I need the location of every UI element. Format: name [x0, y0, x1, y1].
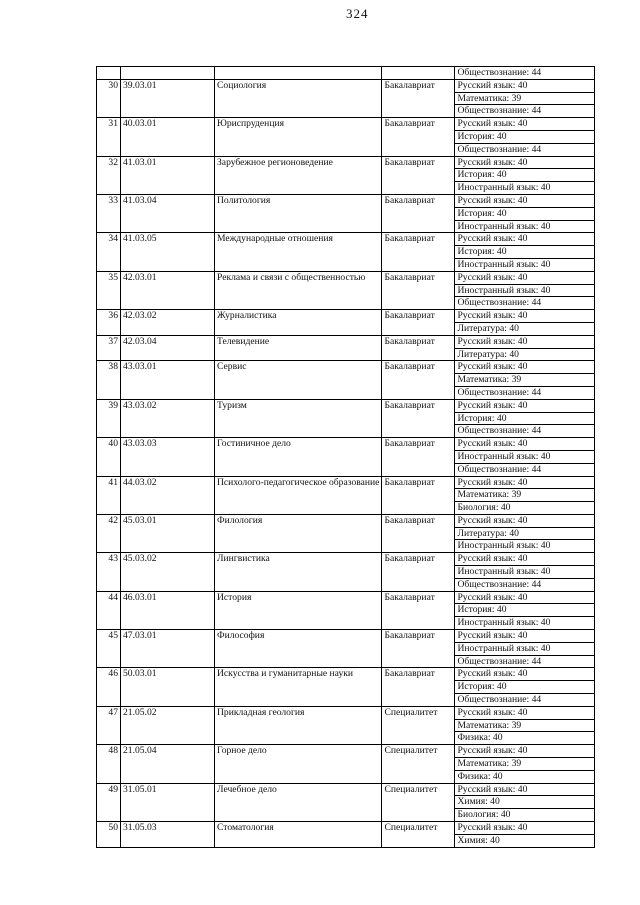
program-name: Стоматология	[215, 822, 382, 848]
exam-subject: Иностранный язык: 40	[455, 258, 595, 271]
education-level: Бакалавриат	[382, 79, 455, 117]
carryover-name-cell	[215, 67, 382, 80]
table-row	[97, 194, 595, 207]
row-number: 32	[97, 156, 121, 194]
program-name: Искусства и гуманитарные науки	[215, 668, 382, 706]
program-code: 39.03.01	[121, 79, 215, 117]
carryover-num-cell	[97, 67, 121, 80]
program-code: 41.03.01	[121, 156, 215, 194]
table-row	[97, 514, 595, 527]
exam-subject: История: 40	[455, 246, 595, 259]
program-name: Прикладная геология	[215, 706, 382, 744]
row-number: 47	[97, 706, 121, 744]
table-row	[97, 335, 595, 348]
exam-subject: История: 40	[455, 207, 595, 220]
program-code: 47.03.01	[121, 630, 215, 668]
program-name: Сервис	[215, 361, 382, 399]
exam-subject: Литература: 40	[455, 322, 595, 335]
program-code: 31.05.03	[121, 822, 215, 848]
exam-subject: Обществознание: 44	[455, 143, 595, 156]
exam-subject: Русский язык: 40	[455, 271, 595, 284]
exam-subject: Иностранный язык: 40	[455, 566, 595, 579]
education-level: Бакалавриат	[382, 156, 455, 194]
program-name: Лечебное дело	[215, 783, 382, 821]
program-code: 41.03.05	[121, 233, 215, 271]
program-code: 44.03.02	[121, 476, 215, 514]
exam-subject: Литература: 40	[455, 527, 595, 540]
program-name: Журналистика	[215, 310, 382, 336]
program-code: 42.03.04	[121, 335, 215, 361]
row-number: 31	[97, 118, 121, 156]
education-level: Бакалавриат	[382, 668, 455, 706]
table-row	[97, 233, 595, 246]
program-code: 50.03.01	[121, 668, 215, 706]
exam-subject: Русский язык: 40	[455, 668, 595, 681]
exam-subject: Иностранный язык: 40	[455, 642, 595, 655]
exam-subject: Русский язык: 40	[455, 438, 595, 451]
exam-subject: Русский язык: 40	[455, 194, 595, 207]
exam-subject: Русский язык: 40	[455, 310, 595, 323]
exam-subject: Биология: 40	[455, 502, 595, 515]
program-name: Туризм	[215, 399, 382, 437]
table-row	[97, 156, 595, 169]
table-row	[97, 630, 595, 643]
education-level: Специалитет	[382, 706, 455, 744]
exam-subject: Обществознание: 44	[455, 425, 595, 438]
row-number: 48	[97, 745, 121, 783]
page-number: 324	[346, 6, 369, 21]
carryover-subject: Обществознание: 44	[455, 67, 595, 80]
program-code: 21.05.02	[121, 706, 215, 744]
program-name: Горное дело	[215, 745, 382, 783]
row-number: 46	[97, 668, 121, 706]
row-number: 39	[97, 399, 121, 437]
exam-subject: Математика: 39	[455, 719, 595, 732]
table-row	[97, 668, 595, 681]
education-level: Бакалавриат	[382, 399, 455, 437]
row-number: 50	[97, 822, 121, 848]
education-level: Бакалавриат	[382, 514, 455, 552]
exam-subject: Русский язык: 40	[455, 630, 595, 643]
table-row	[97, 476, 595, 489]
exam-subject: Иностранный язык: 40	[455, 540, 595, 553]
table-row	[97, 553, 595, 566]
exam-subject: Русский язык: 40	[455, 822, 595, 835]
education-level: Бакалавриат	[382, 361, 455, 399]
exam-subject: Иностранный язык: 40	[455, 617, 595, 630]
program-code: 43.03.02	[121, 399, 215, 437]
exam-subject: Русский язык: 40	[455, 476, 595, 489]
admission-table	[96, 66, 595, 848]
table-row	[97, 783, 595, 796]
education-level: Бакалавриат	[382, 310, 455, 336]
program-name: Лингвистика	[215, 553, 382, 591]
program-code: 43.03.01	[121, 361, 215, 399]
table-row	[97, 79, 595, 92]
education-level: Бакалавриат	[382, 118, 455, 156]
exam-subject: Химия: 40	[455, 796, 595, 809]
exam-subject: Русский язык: 40	[455, 335, 595, 348]
education-level: Бакалавриат	[382, 335, 455, 361]
program-code: 31.05.01	[121, 783, 215, 821]
exam-subject: Иностранный язык: 40	[455, 182, 595, 195]
exam-subject: История: 40	[455, 130, 595, 143]
exam-subject: Русский язык: 40	[455, 233, 595, 246]
program-code: 41.03.04	[121, 194, 215, 232]
carryover-code-cell	[121, 67, 215, 80]
exam-subject: Математика: 39	[455, 758, 595, 771]
education-level: Бакалавриат	[382, 630, 455, 668]
education-level: Бакалавриат	[382, 194, 455, 232]
program-name: Зарубежное регионоведение	[215, 156, 382, 194]
exam-subject: Русский язык: 40	[455, 79, 595, 92]
row-number: 45	[97, 630, 121, 668]
education-level: Бакалавриат	[382, 233, 455, 271]
exam-subject: Русский язык: 40	[455, 553, 595, 566]
row-number: 30	[97, 79, 121, 117]
exam-subject: Обществознание: 44	[455, 463, 595, 476]
exam-subject: Русский язык: 40	[455, 118, 595, 131]
row-number: 44	[97, 591, 121, 629]
exam-subject: Русский язык: 40	[455, 591, 595, 604]
exam-subject: Русский язык: 40	[455, 706, 595, 719]
row-number: 43	[97, 553, 121, 591]
row-number: 37	[97, 335, 121, 361]
exam-subject: Обществознание: 44	[455, 297, 595, 310]
exam-subject: Русский язык: 40	[455, 156, 595, 169]
exam-subject: Обществознание: 44	[455, 386, 595, 399]
exam-subject: История: 40	[455, 412, 595, 425]
exam-subject: Обществознание: 44	[455, 105, 595, 118]
education-level: Специалитет	[382, 783, 455, 821]
education-level: Специалитет	[382, 745, 455, 783]
table-row	[97, 706, 595, 719]
exam-subject: Обществознание: 44	[455, 694, 595, 707]
exam-subject: Физика: 40	[455, 732, 595, 745]
exam-subject: Обществознание: 44	[455, 655, 595, 668]
table-row	[97, 361, 595, 374]
program-name: Реклама и связи с общественностью	[215, 271, 382, 309]
admission-table-body	[97, 67, 595, 848]
exam-subject: Русский язык: 40	[455, 361, 595, 374]
exam-subject: Иностранный язык: 40	[455, 450, 595, 463]
row-number: 40	[97, 438, 121, 476]
program-code: 45.03.01	[121, 514, 215, 552]
row-number: 49	[97, 783, 121, 821]
exam-subject: Русский язык: 40	[455, 783, 595, 796]
program-code: 42.03.01	[121, 271, 215, 309]
education-level: Бакалавриат	[382, 476, 455, 514]
education-level: Бакалавриат	[382, 438, 455, 476]
exam-subject: Иностранный язык: 40	[455, 220, 595, 233]
table-row	[97, 745, 595, 758]
exam-subject: Математика: 39	[455, 374, 595, 387]
program-code: 21.05.04	[121, 745, 215, 783]
exam-subject: История: 40	[455, 604, 595, 617]
program-code: 46.03.01	[121, 591, 215, 629]
program-name: Международные отношения	[215, 233, 382, 271]
table-row	[97, 118, 595, 131]
exam-subject: Русский язык: 40	[455, 514, 595, 527]
exam-subject: Русский язык: 40	[455, 745, 595, 758]
exam-subject: Русский язык: 40	[455, 399, 595, 412]
exam-subject: Математика: 39	[455, 489, 595, 502]
row-number: 36	[97, 310, 121, 336]
table-row	[97, 271, 595, 284]
exam-subject: Физика: 40	[455, 770, 595, 783]
row-number: 41	[97, 476, 121, 514]
exam-subject: Химия: 40	[455, 834, 595, 847]
table-row	[97, 310, 595, 323]
program-name: История	[215, 591, 382, 629]
program-name: Юриспруденция	[215, 118, 382, 156]
row-number: 38	[97, 361, 121, 399]
education-level: Бакалавриат	[382, 553, 455, 591]
program-name: Философия	[215, 630, 382, 668]
program-name: Политология	[215, 194, 382, 232]
carryover-level-cell	[382, 67, 455, 80]
exam-subject: Обществознание: 44	[455, 578, 595, 591]
program-code: 45.03.02	[121, 553, 215, 591]
program-name: Социология	[215, 79, 382, 117]
table-row	[97, 591, 595, 604]
program-name: Психолого-педагогическое образование	[215, 476, 382, 514]
row-number: 33	[97, 194, 121, 232]
program-name: Филология	[215, 514, 382, 552]
exam-subject: История: 40	[455, 681, 595, 694]
table-row	[97, 438, 595, 451]
program-name: Телевидение	[215, 335, 382, 361]
program-code: 43.03.03	[121, 438, 215, 476]
education-level: Бакалавриат	[382, 271, 455, 309]
exam-subject: Литература: 40	[455, 348, 595, 361]
program-code: 40.03.01	[121, 118, 215, 156]
education-level: Специалитет	[382, 822, 455, 848]
program-code: 42.03.02	[121, 310, 215, 336]
carryover-row	[97, 67, 595, 80]
row-number: 34	[97, 233, 121, 271]
exam-subject: Биология: 40	[455, 809, 595, 822]
row-number: 42	[97, 514, 121, 552]
row-number: 35	[97, 271, 121, 309]
program-name: Гостиничное дело	[215, 438, 382, 476]
exam-subject: История: 40	[455, 169, 595, 182]
table-row	[97, 822, 595, 835]
exam-subject: Математика: 39	[455, 92, 595, 105]
education-level: Бакалавриат	[382, 591, 455, 629]
exam-subject: Иностранный язык: 40	[455, 284, 595, 297]
table-row	[97, 399, 595, 412]
